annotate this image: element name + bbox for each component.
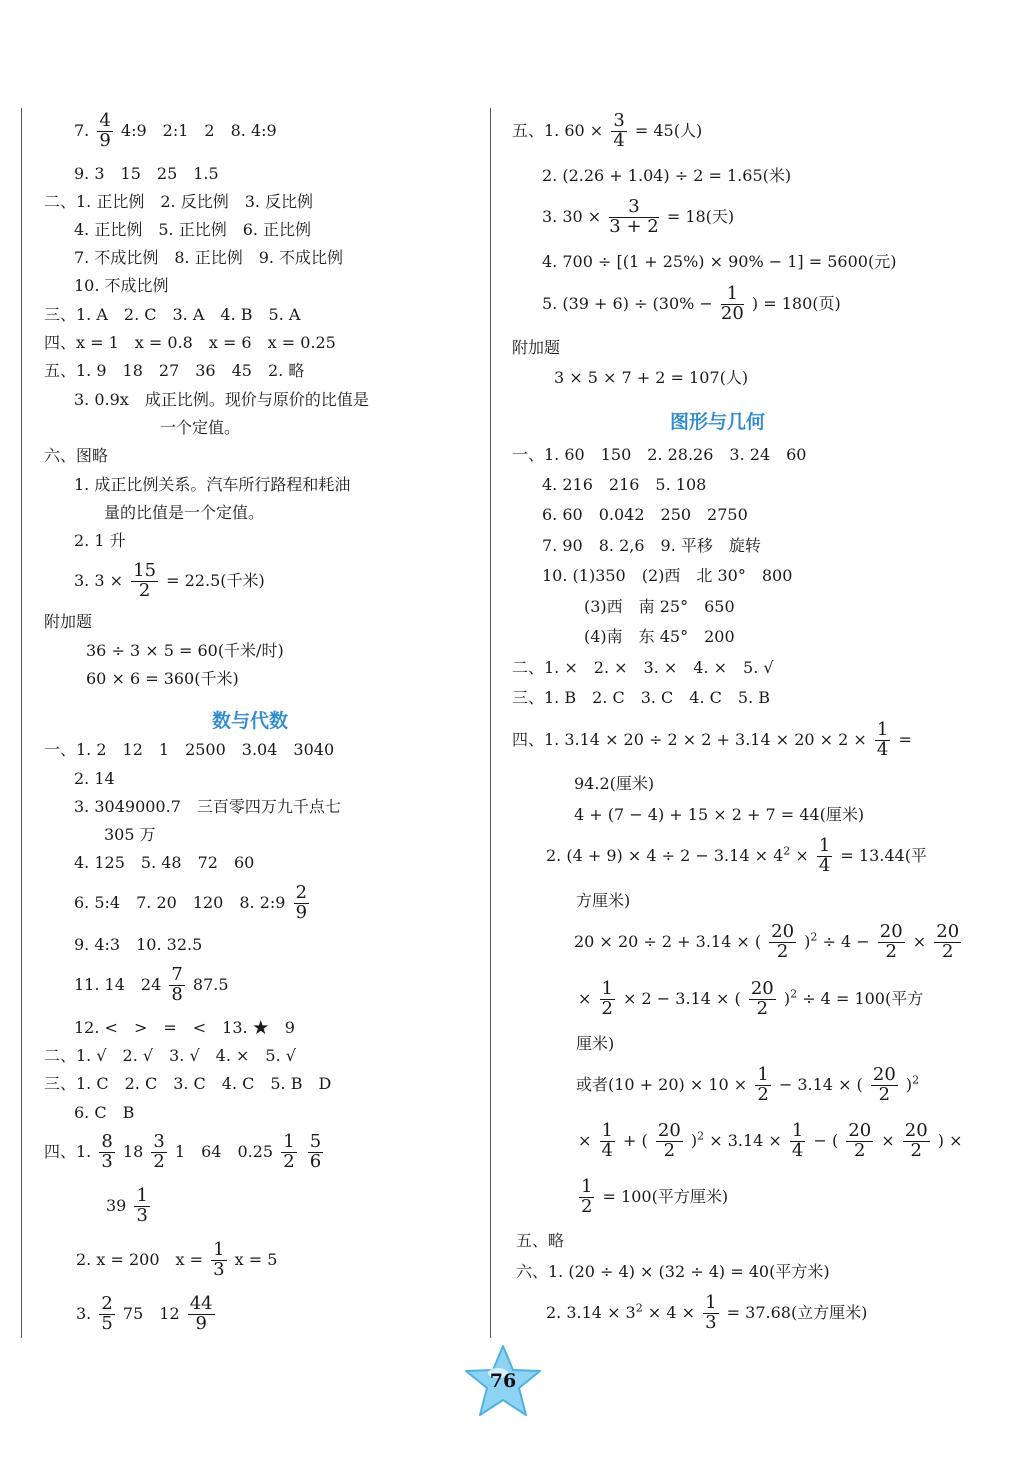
section-line: 四、x = 1 x = 0.8 x = 6 x = 0.25 (44, 333, 336, 352)
answer-line: 7. $\frac{4}{9}$ 4:9 2:1 2 8. 4:9 (74, 110, 277, 151)
answer-line: $\frac{1}{2}$ = 100(平方厘米) (581, 1176, 729, 1217)
answer-line: 5. (39 + 6) ÷ (30% − $\frac{1}{20}$ ) = 180(页) (542, 283, 841, 324)
answer-line: 7. 不成比例 8. 正比例 9. 不成比例 (74, 248, 344, 267)
left-column-rule (21, 108, 22, 1338)
answer-line: 60 × 6 = 360(千米) (86, 669, 239, 688)
answer-line: 2. 1 升 (74, 531, 126, 550)
answer-line: 9. 3 15 25 1.5 (74, 164, 219, 183)
answer-line: 厘米) (576, 1034, 615, 1053)
section-line: 四、1. 3.14 × 20 ÷ 2 × 2 + 3.14 × 20 × 2 × $\frac{1}{4}$ = (512, 719, 912, 760)
section-title-shape-geometry: 图形与几何 (670, 411, 766, 433)
answer-line: 量的比值是一个定值。 (104, 503, 265, 522)
answer-line: 6. 60 0.042 250 2750 (542, 505, 748, 524)
answer-line: 10. 不成比例 (74, 276, 169, 295)
section-line: 三、1. C 2. C 3. C 4. C 5. B D (44, 1074, 332, 1093)
section-line: 二、1. √ 2. √ 3. √ 4. × 5. √ (44, 1046, 296, 1065)
answer-line: 或者(10 + 20) × 10 × $\frac{1}{2}$ − 3.14 × ( $\frac{20}{2}$ )$^2$ (576, 1064, 920, 1105)
section-line: 六、1. (20 ÷ 4) × (32 ÷ 4) = 40(平方米) (516, 1262, 830, 1281)
answer-line: (4)南 东 45° 200 (584, 627, 735, 646)
answer-line: 11. 14 24 $\frac{7}{8}$ 87.5 (74, 964, 229, 1005)
answer-line: 方厘米) (576, 891, 631, 910)
answer-line: (3)西 南 25° 650 (584, 597, 735, 616)
answer-line: 10. (1)350 (2)西 北 30° 800 (542, 566, 793, 585)
answer-line: 2. $3.14 \times 3^2 \times 4$ × $\frac{1}{3}$ = 37.68(立方厘米) (546, 1292, 868, 1333)
center-column-rule (490, 108, 491, 1338)
answer-line: 2. $(4 + 9) \times 4 \div 2 - 3.14 \times 4^2$ × $\frac{1}{4}$ = 13.44(平 (546, 835, 927, 876)
answer-line: 3 × 5 × 7 + 2 = 107(人) (554, 368, 749, 387)
answer-line: 36 ÷ 3 × 5 = 60(千米/时) (86, 641, 284, 660)
section-line: 五、略 (516, 1231, 565, 1250)
answer-line: 3. $\frac{2}{5}$ 75 12 $\frac{44}{9}$ (76, 1293, 213, 1334)
section-line: 六、图略 (44, 446, 109, 465)
answer-line: 39 $\frac{1}{3}$ (106, 1185, 148, 1226)
answer-line: 2. 14 (74, 769, 115, 788)
answer-line: 4. 正比例 5. 正比例 6. 正比例 (74, 220, 312, 239)
bonus-heading: 附加题 (512, 338, 561, 357)
answer-line: 94.2(厘米) (574, 774, 655, 793)
answer-line: 3. 30 × $\frac{3}{3 + 2}$ = 18(天) (542, 196, 735, 237)
answer-line: 3. 3049000.7 三百零四万九千点七 (74, 797, 341, 816)
answer-line: 3. 0.9x 成正比例。现价与原价的比值是 (74, 390, 369, 409)
section-line: 一、1. 2 12 1 2500 3.04 3040 (44, 740, 335, 759)
answer-line: 4 + (7 − 4) + 15 × 2 + 7 = 44(厘米) (574, 805, 865, 824)
answer-line: 20 × 20 ÷ 2 + 3.14 × ( $\frac{20}{2}$ )$^2$ ÷ 4 − $\frac{20}{2}$ × $\frac{20}{2}$ (574, 921, 960, 962)
bonus-heading: 附加题 (44, 612, 93, 631)
answer-line: 12. < > = < 13. ★ 9 (74, 1018, 295, 1037)
section-line: 二、1. × 2. × 3. × 4. × 5. √ (512, 658, 774, 677)
answer-line: 4. 125 5. 48 72 60 (74, 853, 255, 872)
answer-line: 一个定值。 (160, 418, 241, 437)
section-line: 五、1. 60 × $\frac{3}{4}$ = 45(人) (512, 110, 703, 151)
section-line: 四、1. $\frac{8}{3}$ 18 $\frac{3}{2}$ 1 64 0.25 $\frac{1}{2}$ $\frac{5}{6}$ (44, 1131, 322, 1172)
answer-line: × $\frac{1}{4}$ + ( $\frac{20}{2}$ )$^2$ × 3.14 × $\frac{1}{4}$ − ( $\frac{20}{2}$ × $\frac{20}{2}$ ) × (578, 1120, 963, 1161)
section-line: 二、1. 正比例 2. 反比例 3. 反比例 (44, 192, 314, 211)
answer-line: 2. (2.26 + 1.04) ÷ 2 = 1.65(米) (542, 166, 792, 185)
section-line: 一、1. 60 150 2. 28.26 3. 24 60 (512, 445, 807, 464)
answer-line: 3. 3 × $\frac{15}{2}$ = 22.5(千米) (74, 560, 265, 601)
page-number: 76 (489, 1370, 517, 1392)
answer-line: 1. 成正比例关系。汽车所行路程和耗油 (74, 475, 351, 494)
section-line: 三、1. B 2. C 3. C 4. C 5. B (512, 688, 771, 707)
section-line: 三、1. A 2. C 3. A 4. B 5. A (44, 305, 301, 324)
answer-line: 9. 4:3 10. 32.5 (74, 935, 203, 954)
answer-line: 4. 216 216 5. 108 (542, 475, 707, 494)
answer-line: 2. x = 200 x = $\frac{1}{3}$ x = 5 (76, 1239, 278, 1280)
section-line: 五、1. 9 18 27 36 45 2. 略 (44, 361, 305, 380)
section-title-number-algebra: 数与代数 (212, 710, 289, 732)
answer-line: × $\frac{1}{2}$ × 2 − 3.14 × ( $\frac{20}{2}$ )$^2$ ÷ 4 = 100(平方 (578, 978, 924, 1019)
answer-line: 6. 5:4 7. 20 120 8. 2:9 $\frac{2}{9}$ (74, 882, 308, 923)
answer-line: 305 万 (104, 825, 156, 844)
answer-line: 6. C B (74, 1103, 135, 1122)
answer-line: 4. 700 ÷ [(1 + 25%) × 90% − 1] = 5600(元) (542, 252, 897, 271)
answer-line: 7. 90 8. 2,6 9. 平移 旋转 (542, 536, 761, 555)
